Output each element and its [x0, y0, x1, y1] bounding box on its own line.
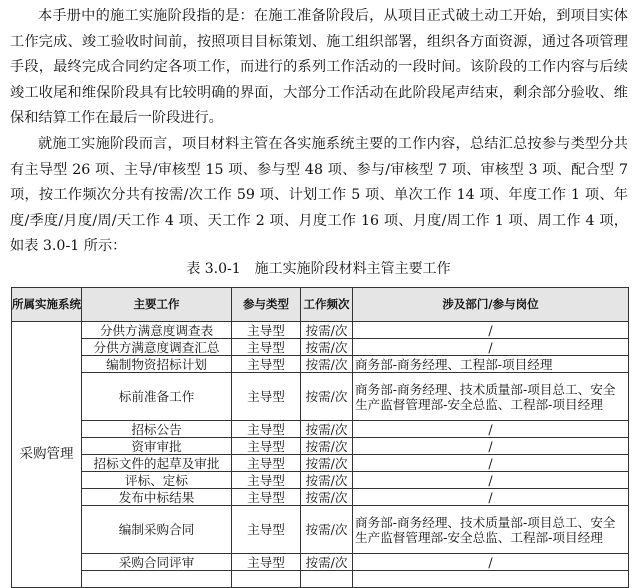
freq-cell: 按需/次 [301, 356, 353, 373]
type-cell: 主导型 [232, 472, 301, 489]
work-cell: 招标公告 [82, 421, 232, 438]
type-cell [232, 571, 301, 588]
table-row [12, 421, 629, 438]
type-cell: 主导型 [232, 554, 301, 571]
freq-cell [301, 571, 353, 588]
system-cell: 采购管理 [12, 322, 82, 588]
work-cell: 资审审批 [82, 438, 232, 455]
type-cell: 主导型 [232, 455, 301, 472]
work-cell: 标前准备工作 [82, 373, 232, 421]
freq-cell: 按需/次 [301, 421, 353, 438]
table-row [12, 356, 629, 373]
freq-cell: 按需/次 [301, 339, 353, 356]
table-row [12, 472, 629, 489]
type-cell: 主导型 [232, 373, 301, 421]
dept-cell: / [353, 455, 629, 472]
type-cell: 主导型 [232, 339, 301, 356]
type-cell: 主导型 [232, 438, 301, 455]
header-system: 所属实施系统 [12, 288, 82, 322]
dept-cell: / [353, 472, 629, 489]
work-cell: 采购合同评审 [82, 554, 232, 571]
table-row [12, 438, 629, 455]
table-row [12, 489, 629, 506]
header-freq: 工作频次 [301, 288, 353, 322]
freq-cell: 按需/次 [301, 506, 353, 554]
dept-cell: / [353, 554, 629, 571]
freq-cell: 按需/次 [301, 322, 353, 339]
table-caption: 表 3.0-1 施工实施阶段材料主管主要工作 [186, 261, 451, 277]
table-row [12, 373, 629, 421]
freq-cell: 按需/次 [301, 472, 353, 489]
intro-paragraph-2: 就施工实施阶段而言，项目材料主管在各实施系统主要的工作内容，总结汇总按参与类型分共有主导型 26 项、主导/审核型 15 项、参与型 48 项、参与/审核型 7 项、审核型 3 项、配合型 7 项，按工作频次分共有按需/次工作 59 项、计划工作 5 项、单次工作 14 项、年度工作 1 项、年度/季度/月度/周/天工作 4 项、天工作 2 项、月度工作 16 项、月度/周工作 1 项、周工作 4 项，如表 3.0-1 所示： [10, 136, 628, 255]
table-row [12, 506, 629, 554]
work-cell: 发布中标结果 [82, 489, 232, 506]
dept-cell: / [353, 421, 629, 438]
freq-cell: 按需/次 [301, 373, 353, 421]
dept-cell: / [353, 322, 629, 339]
type-cell: 主导型 [232, 322, 301, 339]
work-cell: 编制物资招标计划 [82, 356, 232, 373]
work-cell: 招标文件的起草及审批 [82, 455, 232, 472]
work-cell: 分供方满意度调查表 [82, 322, 232, 339]
dept-cell: / [353, 339, 629, 356]
table-row [12, 571, 629, 588]
dept-cell: / [353, 438, 629, 455]
work-cell: 编制采购合同 [82, 506, 232, 554]
dept-cell: 商务部-商务经理、工程部-项目经理 [353, 356, 629, 373]
freq-cell: 按需/次 [301, 554, 353, 571]
work-table [11, 287, 629, 588]
header-work: 主要工作 [82, 288, 232, 322]
dept-cell: / [353, 489, 629, 506]
type-cell: 主导型 [232, 356, 301, 373]
dept-cell: 商务部-商务经理、技术质量部-项目总工、安全生产监督管理部-安全总监、工程部-项目经理 [353, 373, 629, 421]
type-cell: 主导型 [232, 506, 301, 554]
dept-cell [353, 571, 629, 588]
freq-cell: 按需/次 [301, 489, 353, 506]
header-dept: 涉及部门/参与岗位 [353, 288, 629, 322]
intro-paragraph-1: 本手册中的施工实施阶段指的是：在施工准备阶段后，从项目正式破土动工开始，到项目实体工作完成、竣工验收时间前，按照项目目标策划、施工组织部署，组织各方面资源，通过各项管理手段，最终完成合同约定各项工作，而进行的系列工作活动的一段时间。该阶段的工作内容与后续竣工收尾和维保阶段具有比较明确的界面，大部分工作活动在此阶段尾声结束，剩余部分验收、维保和结算工作在最后一阶段进行。 [10, 8, 628, 127]
type-cell: 主导型 [232, 489, 301, 506]
table-row [12, 455, 629, 472]
table-header-row [12, 288, 629, 322]
work-cell: 评标、定标 [82, 472, 232, 489]
dept-cell: 商务部-商务经理、技术质量部-项目总工、安全生产监督管理部-安全总监、工程部-项目经理 [353, 506, 629, 554]
work-cell [82, 571, 232, 588]
table-row [12, 554, 629, 571]
type-cell: 主导型 [232, 421, 301, 438]
work-cell: 分供方满意度调查汇总 [82, 339, 232, 356]
table-row [12, 339, 629, 356]
header-type: 参与类型 [232, 288, 301, 322]
freq-cell: 按需/次 [301, 455, 353, 472]
freq-cell: 按需/次 [301, 438, 353, 455]
table-row [12, 322, 629, 339]
